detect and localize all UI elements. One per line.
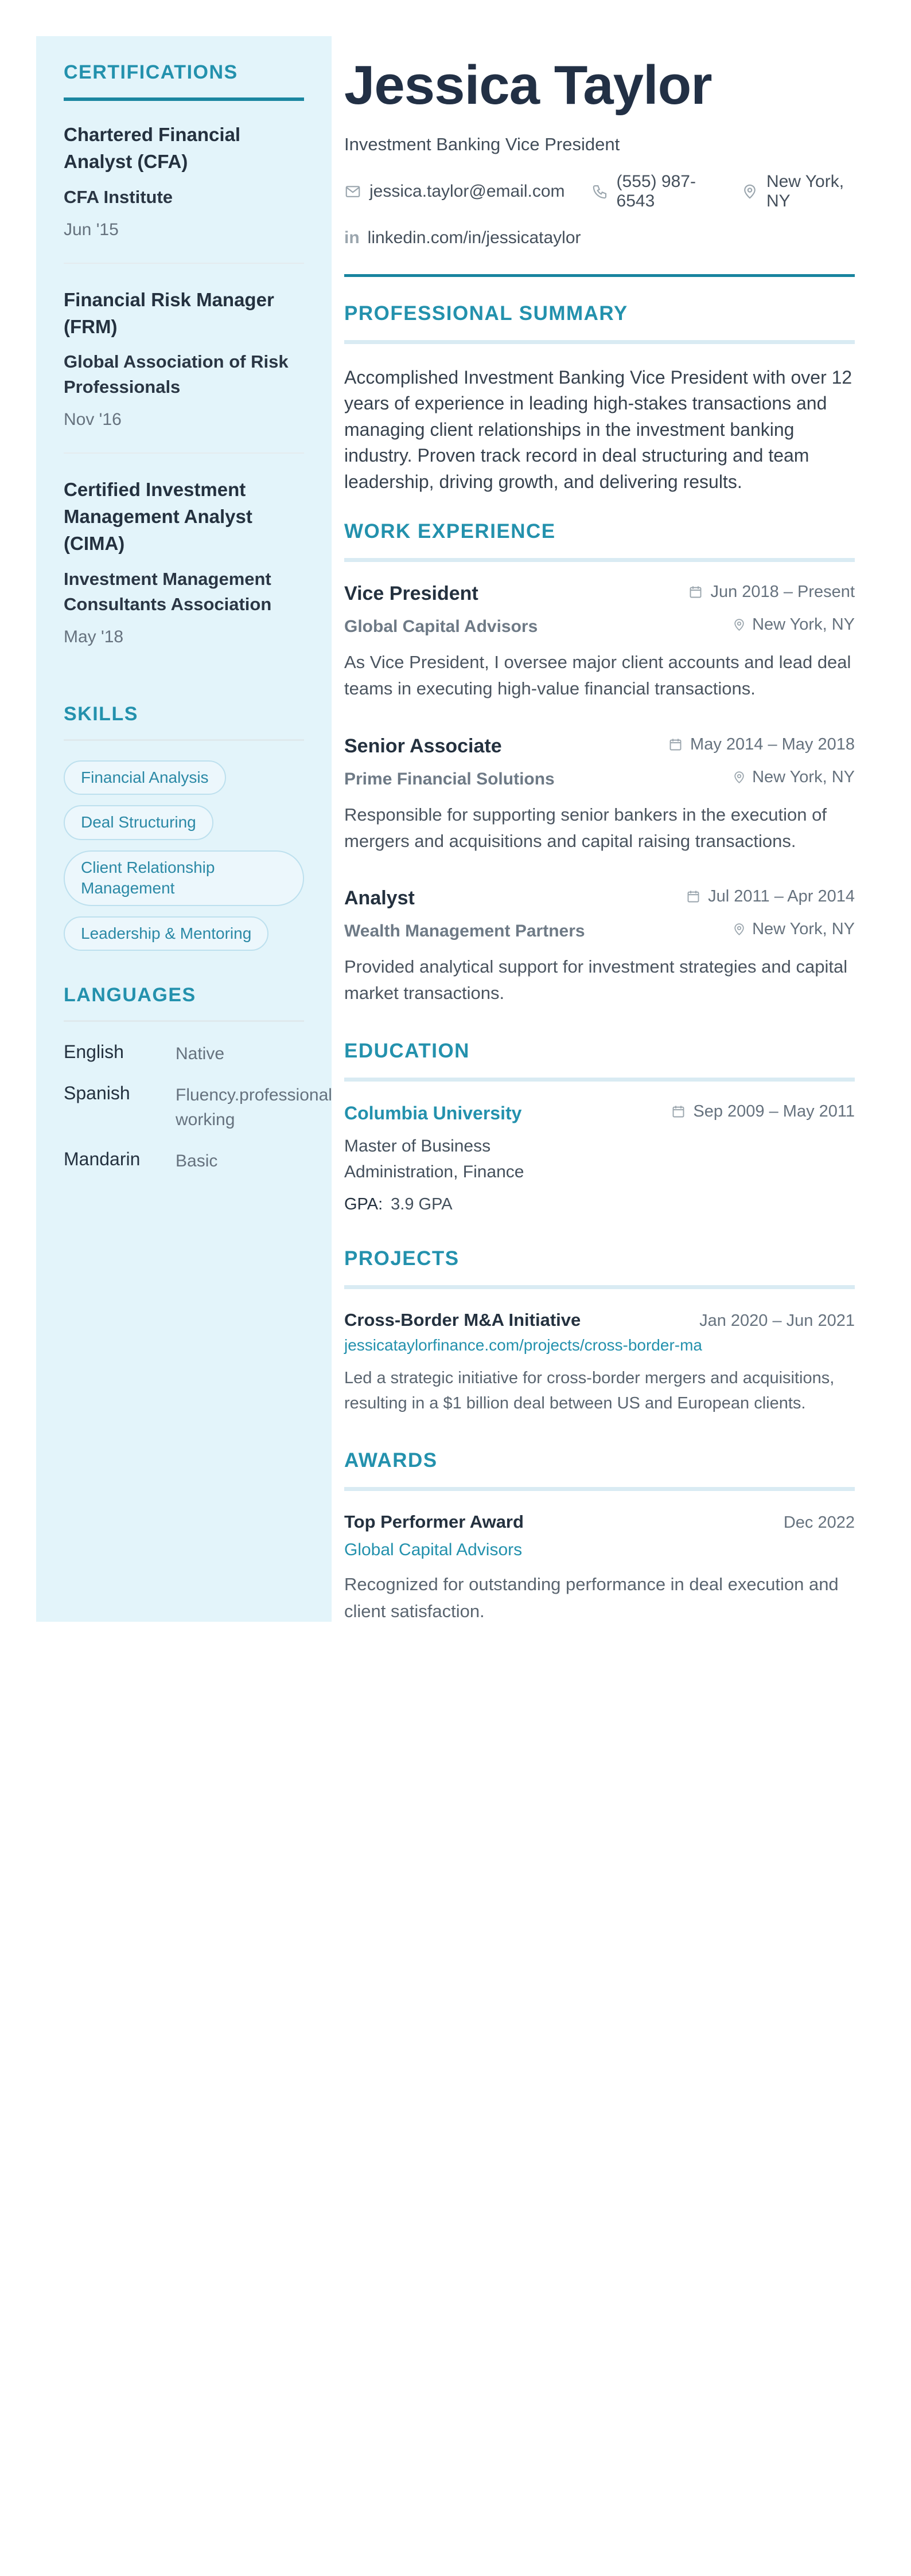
envelope-icon xyxy=(344,183,361,200)
certification-date: Jun '15 xyxy=(64,220,119,239)
education-entry xyxy=(344,1102,855,1214)
skill-chip: Leadership & Mentoring xyxy=(64,916,268,951)
skill-chip: Financial Analysis xyxy=(64,760,226,795)
experience-location: New York, NY xyxy=(732,920,855,939)
experience-description: As Vice President, I oversee major client accounts and lead deal teams in executing high-value financial transactions. xyxy=(344,651,851,698)
contact-location xyxy=(741,172,855,211)
education-dates: Sep 2009 – May 2011 xyxy=(671,1102,855,1121)
experience-description: Provided analytical support for investment strategies and capital market transactions. xyxy=(344,957,848,1004)
summary-text: Accomplished Investment Banking Vice President with over 12 years of experience in leading high-stakes transactions and managing client relationships in the investment banking industry. Proven track record in deal structuring and team leadership, driving growth, and delivering results. xyxy=(344,366,852,492)
summary-heading: PROFESSIONAL SUMMARY xyxy=(344,302,628,325)
project-title: Cross-Border M&A Initiative xyxy=(344,1310,581,1330)
experience-entry xyxy=(344,583,855,702)
certification-item xyxy=(64,452,304,670)
skills-heading: SKILLS xyxy=(64,703,138,725)
summary-section xyxy=(344,302,855,495)
language-level: Basic xyxy=(176,1151,218,1170)
contact-linkedin[interactable] xyxy=(344,228,581,248)
contact-row-primary xyxy=(344,172,855,211)
language-level: Fluency.professional working xyxy=(176,1085,332,1130)
experience-title: Vice President xyxy=(344,582,478,604)
project-entry xyxy=(344,1310,855,1416)
map-pin-icon xyxy=(732,618,746,632)
certification-org: Global Association of Risk Professionals xyxy=(64,352,289,397)
skill-chip: Client Relationship Management xyxy=(64,850,304,906)
certifications-heading-rule xyxy=(64,97,304,101)
contact-location-text: New York, NY xyxy=(766,171,844,210)
skills-section xyxy=(64,703,304,951)
skill-chip: Deal Structuring xyxy=(64,805,213,840)
contact-email xyxy=(344,182,565,201)
experience-title: Analyst xyxy=(344,887,415,910)
experience-location: New York, NY xyxy=(732,615,855,634)
experience-title: Senior Associate xyxy=(344,735,502,757)
education-heading: EDUCATION xyxy=(344,1040,470,1063)
experience-dates: Jun 2018 – Present xyxy=(688,583,855,602)
award-entry xyxy=(344,1512,855,1625)
header-separator-rule xyxy=(344,274,855,277)
projects-section xyxy=(344,1247,855,1416)
awards-heading-rule xyxy=(344,1487,855,1491)
award-description: Recognized for outstanding performance in deal execution and client satisfaction. xyxy=(344,1574,839,1621)
language-name: Mandarin xyxy=(64,1148,141,1169)
experience-heading-rule xyxy=(344,558,855,562)
contact-email-text: jessica.taylor@email.com xyxy=(369,181,565,201)
project-dates: Jan 2020 – Jun 2021 xyxy=(699,1312,855,1330)
education-degree: Master of Business Administration, Finance xyxy=(344,1137,524,1182)
language-row xyxy=(64,1149,304,1174)
calendar-icon xyxy=(686,889,701,904)
languages-heading: LANGUAGES xyxy=(64,984,196,1006)
education-section xyxy=(344,1040,855,1214)
experience-location: New York, NY xyxy=(732,768,855,787)
contact-phone-text: (555) 987-6543 xyxy=(616,171,696,210)
calendar-icon xyxy=(671,1104,686,1119)
language-name: English xyxy=(64,1041,124,1063)
experience-section xyxy=(344,520,855,1006)
experience-company: Wealth Management Partners xyxy=(344,922,585,941)
project-description: Led a strategic initiative for cross-border mergers and acquisitions, resulting in a $1 billion deal between US and European clients. xyxy=(344,1369,835,1412)
awards-section xyxy=(344,1449,855,1625)
gpa-label: GPA: xyxy=(344,1195,383,1214)
award-org-link[interactable]: Global Capital Advisors xyxy=(344,1540,523,1560)
certification-date: May '18 xyxy=(64,627,124,647)
certification-name: Certified Investment Management Analyst (CIMA) xyxy=(64,479,252,555)
award-date: Dec 2022 xyxy=(783,1513,855,1532)
project-link[interactable]: jessicataylorfinance.com/projects/cross-border-ma xyxy=(344,1336,702,1355)
language-name: Spanish xyxy=(64,1082,130,1103)
skills-heading-rule xyxy=(64,739,304,741)
experience-dates: Jul 2011 – Apr 2014 xyxy=(686,887,855,906)
map-pin-icon xyxy=(732,770,746,784)
contact-phone xyxy=(591,172,715,211)
certification-name: Financial Risk Manager (FRM) xyxy=(64,288,274,337)
education-gpa-row xyxy=(344,1195,855,1214)
award-title: Top Performer Award xyxy=(344,1512,524,1532)
calendar-icon xyxy=(668,737,683,752)
main-column xyxy=(344,36,855,1658)
gpa-value: 3.9 GPA xyxy=(391,1195,453,1214)
phone-icon xyxy=(591,183,609,200)
education-school-link[interactable]: Columbia University xyxy=(344,1103,522,1124)
map-pin-icon xyxy=(741,183,758,200)
summary-heading-rule xyxy=(344,340,855,344)
certification-org: Investment Management Consultants Association xyxy=(64,569,272,615)
experience-company: Global Capital Advisors xyxy=(344,616,538,636)
person-job-title: Investment Banking Vice President xyxy=(344,134,620,154)
experience-company: Prime Financial Solutions xyxy=(344,769,555,789)
experience-heading: WORK EXPERIENCE xyxy=(344,520,556,542)
projects-heading-rule xyxy=(344,1285,855,1289)
certifications-heading: CERTIFICATIONS xyxy=(64,61,238,83)
contact-linkedin-text: linkedin.com/in/jessicataylor xyxy=(367,228,581,247)
certifications-section xyxy=(64,61,304,670)
education-heading-rule xyxy=(344,1078,855,1082)
projects-heading: PROJECTS xyxy=(344,1247,460,1270)
certification-item xyxy=(64,263,304,453)
certification-item xyxy=(64,122,304,263)
certification-date: Nov '16 xyxy=(64,410,122,430)
language-level: Native xyxy=(176,1044,225,1064)
person-name: Jessica Taylor xyxy=(344,54,712,116)
language-row xyxy=(64,1041,304,1067)
language-row xyxy=(64,1082,332,1133)
linkedin-icon: in xyxy=(344,228,360,247)
languages-section xyxy=(64,984,332,1173)
contact-row-secondary xyxy=(344,228,855,248)
certification-name: Chartered Financial Analyst (CFA) xyxy=(64,124,241,172)
sidebar xyxy=(36,36,332,1622)
certification-org: CFA Institute xyxy=(64,186,173,207)
awards-heading: AWARDS xyxy=(344,1449,438,1472)
experience-entry xyxy=(344,735,855,854)
map-pin-icon xyxy=(732,922,746,936)
calendar-icon xyxy=(688,584,703,600)
experience-description: Responsible for supporting senior bankers in the execution of mergers and acquisitions and capital raising transactions. xyxy=(344,804,827,851)
languages-heading-rule xyxy=(64,1020,304,1022)
experience-dates: May 2014 – May 2018 xyxy=(668,735,855,754)
experience-entry xyxy=(344,887,855,1006)
